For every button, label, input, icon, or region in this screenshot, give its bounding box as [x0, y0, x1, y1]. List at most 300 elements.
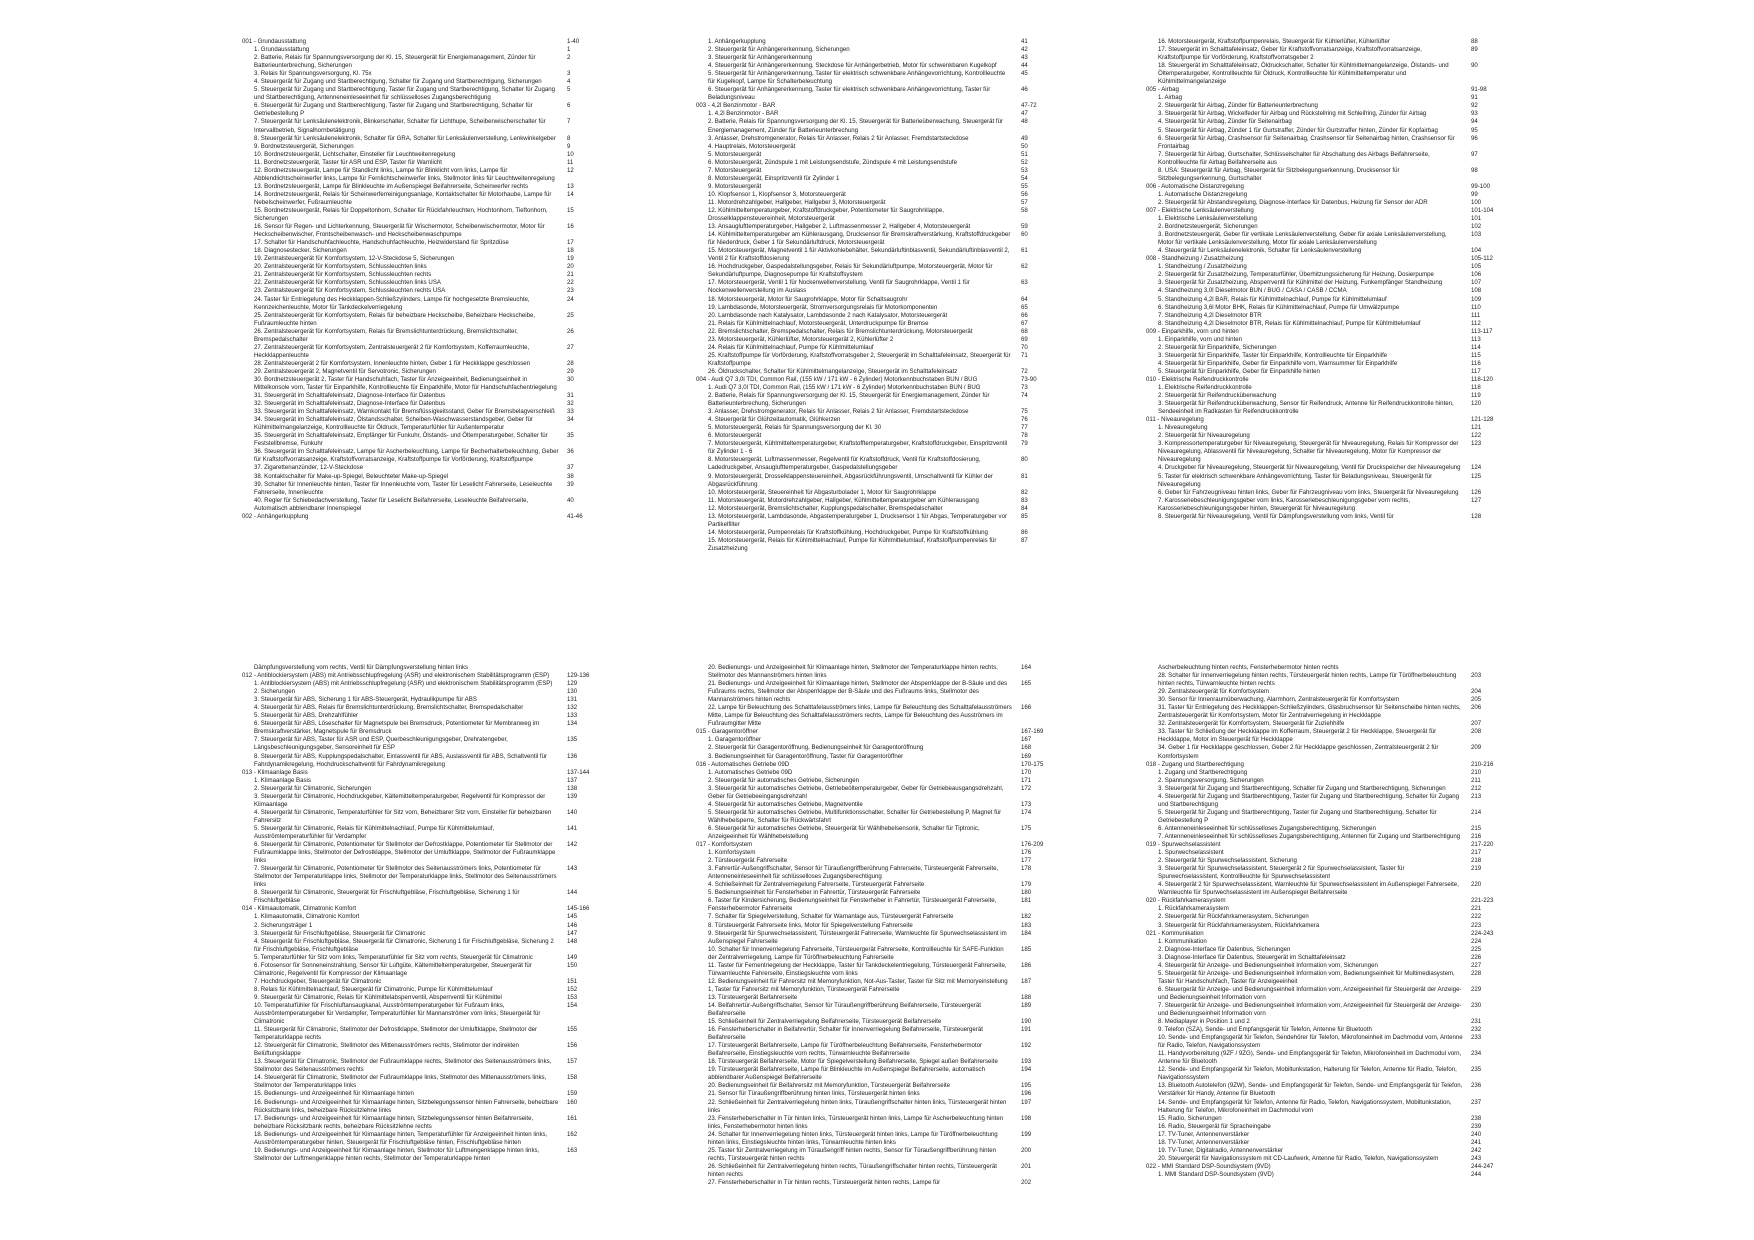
- toc-entry-page: 163: [567, 1146, 578, 1154]
- toc-entry-title: 007 - Elektrische Lenksäulenverstellung: [1146, 206, 1254, 214]
- toc-entry-title: 20. Zentralsteuergerät für Komfortsystem, Schlussleuchten links: [254, 263, 427, 271]
- toc-entry: [696, 962, 1061, 978]
- toc-section-heading: [1146, 761, 1511, 769]
- toc-entry-page: 69: [1021, 335, 1028, 343]
- toc-entry-page: 45: [1021, 70, 1028, 78]
- toc-entry-page: 33: [567, 408, 574, 416]
- toc-entry: [696, 897, 1061, 913]
- toc-entry-title: 16. Fensterheberschalter in Beifahrertür, Schalter für Innenverriegelung Beifahrerseite, Türsteuergerät Beifahrerseite: [708, 1026, 983, 1042]
- toc-entry-title: 1. Elektrische Reifendruckkontrolle: [1158, 384, 1252, 392]
- toc-entry-title: 1. Klimaanlage Basis: [254, 776, 311, 784]
- toc-entry: [696, 279, 1061, 295]
- toc-entry-title: 3. Anlasser, Drehstromgenerator, Relais für Anlasser, Relais 2 für Anlasser, Fremdstartsteckdose: [708, 408, 969, 416]
- toc-entry-title: 4. Steuergerät für Lenksäulenelektronik, Schalter für Lenksäulenverstellung: [1158, 247, 1362, 255]
- toc-entry-title: 1. Klimaautomatik, Climatronic Komfort: [254, 913, 360, 921]
- toc-entry: [1146, 336, 1511, 344]
- toc-entry: [242, 865, 607, 889]
- toc-entry: [1146, 785, 1511, 793]
- toc-entry-title: 5. Steuergerät für Zugang und Startberechtigung, Taster für Zugang und Startberechtigung, Schalter für Zugang und Startberechtigung, Antenneneinleseeinheit für schlüsselloses Zugangsberechtigung: [254, 86, 556, 102]
- toc-entry-title: 32. Zentralsteuergerät für Komfortsystem, Steuergerät für Zuziehhilfe: [1158, 720, 1345, 728]
- toc-entry-title: 3. Steuergerät für Einparkhilfe, Taster für Einparkhilfe, Kontrollleuchte für Einparkhilfe: [1158, 351, 1388, 359]
- toc-entry: [696, 432, 1061, 440]
- toc-section-heading: [1146, 930, 1511, 938]
- toc-entry: [242, 271, 607, 279]
- toc-entry-page: 98: [1471, 166, 1478, 174]
- toc-entry-page: 114: [1471, 343, 1481, 351]
- toc-entry-page: 139: [567, 792, 578, 800]
- toc-entry-page: 86: [1021, 528, 1028, 536]
- toc-entry-page: 66: [1021, 311, 1028, 319]
- toc-entry: [1146, 664, 1511, 672]
- toc-entry-page: 103: [1471, 231, 1482, 239]
- toc-entry-page: 130: [567, 688, 578, 696]
- toc-entry-page: 79: [1021, 440, 1028, 448]
- toc-entry: [242, 312, 607, 328]
- toc-entry: [1146, 464, 1511, 472]
- toc-entry: [696, 416, 1061, 424]
- toc-entry-page: 215: [1471, 824, 1482, 832]
- toc-entry: [1146, 865, 1511, 881]
- toc-entry-page: 156: [567, 1042, 578, 1050]
- toc-entry-page: 219: [1471, 865, 1482, 873]
- toc-entry: [242, 54, 607, 70]
- toc-entry: [696, 1090, 1061, 1098]
- toc-entry-title: 1. Automatische Distanzregelung: [1158, 190, 1248, 198]
- toc-entry-page: 21: [567, 271, 574, 279]
- toc-entry-title: 39. Schalter für Innenleuchte hinten, Taster für Innenleuchte vorn, Taster für Leselicht Fahrerseite, Leseleuchte Fahrerseite, Innenleuchte: [254, 480, 553, 496]
- toc-entry: [1146, 1026, 1511, 1034]
- toc-entry-page: 51: [1021, 150, 1028, 158]
- toc-entry-page: 154: [567, 1001, 578, 1009]
- toc-entry-title: 2. Steuergerät für Reifendrucküberwachung: [1158, 392, 1277, 400]
- toc-entry-title: 5. Steuergerät für automatisches Getriebe, Multifunktionsschalter, Schalter für Getriebestellung P, Magnet für Wählhebelsperre, Schalter für Rückwärtsfahrt: [708, 808, 1002, 824]
- toc-entry-title: 4. Steuergerät 2 für Spurwechselassistent, Warnleuchte für Spurwechselassistent im Außenspiegel Fahrerseite, Warnleuchte für Spurwechselassistent im Außenspiegel Beifahrerseite: [1158, 881, 1459, 897]
- toc-entry-title: 16. Hochdruckgeber, Gaspedalstellungsgeber, Relais für Sekundärluftpumpe, Motorsteuergerät, Motor für Sekundärluftpumpe, Diagnosepumpe für Kraftstoffsystem: [708, 263, 993, 279]
- toc-entry: [1146, 1123, 1511, 1131]
- toc-entry-page: 227: [1471, 961, 1482, 969]
- toc-entry: [1146, 424, 1511, 432]
- toc-entry: [242, 255, 607, 263]
- toc-entry-page: 80: [1021, 456, 1028, 464]
- toc-entry-title: 20. Bedienungs- und Anzeigeeinheit für Klimaanlage hinten, Stellmotor der Temperaturklappe hinten rechts, Stellmotor des Mannanströmers hinten links: [708, 664, 998, 680]
- toc-entry-title: 3. Steuergerät für Zugang und Startberechtigung, Schalter für Zugang und Startberechtigung, Sicherungen: [1158, 784, 1446, 792]
- toc-entry-title: 3. Steuergerät für Reifendrucküberwachung, Sensor für Reifendruck, Antenne für Reifendruckkontrolle hinten, Sendeeinheit im Radkasten für Reifendruckkontrolle: [1158, 400, 1454, 416]
- toc-entry-page: 132: [567, 704, 578, 712]
- toc-entry-page: 65: [1021, 303, 1028, 311]
- toc-entry: [242, 954, 607, 962]
- toc-entry-title: 25. Kraftstoffpumpe für Vorförderung, Kraftstoffvorratsgeber 2, Steuergerät im Schalttafeleinsatz, Steuergerät für Kraftstoffpumpe: [708, 351, 1011, 367]
- toc-entry-title: 13. Bordnetzsteuergerät, Lampe für Blinkleuchte im Außenspiegel Beifahrerseite, Scheinwerfer rechts: [254, 182, 529, 190]
- toc-entry-title: 1. Spurwechselassistent: [1158, 849, 1224, 857]
- toc-entry-page: 121-128: [1471, 416, 1494, 424]
- toc-entry-page: 186: [1021, 961, 1032, 969]
- toc-entry: [1146, 1131, 1511, 1139]
- toc-entry: [242, 777, 607, 785]
- toc-entry-page: 230: [1471, 1001, 1482, 1009]
- toc-entry-title: 5. Steuergerät für Einparkhilfe, Geber für Einparkhilfe hinten: [1158, 367, 1320, 375]
- toc-entry: [242, 46, 607, 54]
- toc-entry-page: 176-209: [1021, 841, 1044, 849]
- toc-entry-page: 243: [1471, 1154, 1482, 1162]
- toc-entry-title: 003 - 4,2l Benzinmotor - BAR: [696, 102, 776, 110]
- toc-entry: [1146, 473, 1511, 489]
- toc-entry-title: 12. Bordnetzsteuergerät, Lampe für Standlicht links, Lampe für Blinklicht vorn links, Lampe für Abblendlichtscheinwerfer links, Lampe für Fernlichtscheinwerfer links, Stellmotor links für Leuchtweitenregelung: [254, 166, 555, 182]
- toc-entry-page: 224: [1471, 937, 1482, 945]
- toc-section-heading: [1146, 897, 1511, 905]
- toc-entry-title: 7. Antenneneinleseeinheit für schlüsselloses Zugangsberechtigung, Antennen für Zugang und Startberechtigung: [1158, 832, 1461, 840]
- toc-entry-page: 37: [567, 464, 574, 472]
- toc-entry-title: 12. Sende- und Empfangsgerät für Telefon, Mobiltunkstation, Halterung für Telefon, Antenne für Radio, Telefon, Navigationssystem: [1158, 1066, 1457, 1082]
- toc-entry: [696, 736, 1061, 744]
- toc-entry: [696, 785, 1061, 801]
- toc-entry: [242, 930, 607, 938]
- toc-entry-title: 1. Kommunikation: [1158, 937, 1207, 945]
- toc-entry-page: 83: [1021, 496, 1028, 504]
- toc-entry: [242, 753, 607, 769]
- toc-entry-page: 157: [567, 1058, 578, 1066]
- toc-entry-title: 20. Steuergerät für Navigationssystem mit CD-Laufwerk, Antenne für Radio, Telefon, Navigationssystem: [1158, 1154, 1439, 1162]
- toc-entry-page: 104: [1471, 247, 1482, 255]
- toc-entry: [1146, 970, 1511, 986]
- toc-entry-page: 99-100: [1471, 182, 1490, 190]
- toc-entry-title: 013 - Klimaanlage Basis: [242, 768, 308, 776]
- toc-entry-title: 17. Motorsteuergerät, Ventil 1 für Nockenwellenverstellung, Ventil für Saugrohrklappe, Ventil 1 für Nockenwellenverstellung im Auslass: [708, 279, 970, 295]
- toc-entry: [242, 263, 607, 271]
- toc-entry-title: 002 - Anhängerkupplung: [242, 512, 309, 520]
- toc-entry-title: 18. TV-Tuner, Antennenverstärker: [1158, 1138, 1250, 1146]
- toc-entry-page: 145: [567, 913, 578, 921]
- toc-column: [242, 38, 607, 521]
- toc-entry-title: 3. Steuergerät für ABS, Sicherung 1 für ABS-Steuergerät, Hydraulikpumpe für ABS: [254, 696, 477, 704]
- toc-entry-page: 28: [567, 359, 574, 367]
- toc-entry-page: 228: [1471, 969, 1482, 977]
- toc-entry-page: 204: [1471, 688, 1482, 696]
- toc-entry-page: 48: [1021, 118, 1028, 126]
- toc-entry-title: 14. Bordnetzsteuergerät, Relais für Scheinwerferreinigungsanlage, Kontaktschalter für Motorhaube, Lampe für Nebelscheinwerfer, Fußraumleuchte: [254, 190, 552, 206]
- toc-entry: [696, 1179, 1061, 1187]
- toc-entry-page: 196: [1021, 1090, 1032, 1098]
- toc-entry: [242, 785, 607, 793]
- toc-entry-title: 4. Steuergerät für Airbag, Zünder für Seitenairbag: [1158, 118, 1292, 126]
- toc-entry-title: 11. Steuergerät für Climatronic, Stellmotor der Defrostklappe, Stellmotor der Umluftklappe, Stellmotor der Temperaturklappe rechts: [254, 1026, 538, 1042]
- toc-entry-page: 229: [1471, 985, 1482, 993]
- toc-entry-title: 1. Antiblockiersystem (ABS) mit Antriebsschlupfregelung (ASR) und elektronischem Stabilitätsprogramm (ESP): [254, 680, 553, 688]
- toc-entry-page: 58: [1021, 206, 1028, 214]
- toc-entry: [696, 809, 1061, 825]
- toc-entry: [1146, 279, 1511, 287]
- toc-entry: [696, 199, 1061, 207]
- toc-entry-title: 16. Sensor für Regen- und Lichterkennung, Steuergerät für Wischermotor, Scheibenwischermotor, Motor für Heckscheibenwischer, Frontscheibenwasch- und Heckscheibenwaschpumpe: [254, 223, 545, 239]
- toc-entry-page: 189: [1021, 1001, 1032, 1009]
- toc-entry-title: 31. Taster für Entriegelung des Heckklappen-Schließzylinders, Glasbruchsensor für Seitenscheibe hinten rechts, Zentralsteuergerät für Komfortsystem, Motor für Zentralverriegelung in Heckklappe: [1158, 704, 1461, 720]
- toc-entry-page: 24: [567, 295, 574, 303]
- toc-entry-title: 8. Motorsteuergerät, Luftmassenmesser, Regelventil für Kraftstoffdruck, Ventil für Kraftstoffdosierung, Ladedruckgeber, Ansauglufttemperaturgeber, Gaspedalstellungsgeber: [708, 456, 981, 472]
- toc-entry-page: 14: [567, 190, 574, 198]
- toc-entry-title: 5. Taster für elektrisch schwenkbare Anhängevorrichtung, Taster für Beladungsniveau, Steuergerät für Niveauregelung: [1158, 472, 1433, 488]
- toc-entry: [242, 143, 607, 151]
- toc-entry: [1146, 986, 1511, 1002]
- toc-entry-page: 59: [1021, 223, 1028, 231]
- toc-entry-page: 239: [1471, 1122, 1482, 1130]
- toc-entry-title: 1. Standheizung / Zusatzheizung: [1158, 263, 1247, 271]
- toc-entry: [696, 368, 1061, 376]
- toc-entry-page: 102: [1471, 223, 1482, 231]
- toc-entry: [696, 753, 1061, 761]
- toc-entry-page: 188: [1021, 993, 1032, 1001]
- toc-entry-title: 2. Türsteuergerät Fahrerseite: [708, 857, 788, 865]
- toc-entry-title: 21. Zentralsteuergerät für Komfortsystem, Schlussleuchten rechts: [254, 271, 432, 279]
- toc-entry-page: 101-104: [1471, 206, 1494, 214]
- toc-entry-page: 1: [567, 46, 571, 54]
- toc-entry-page: 176: [1021, 849, 1032, 857]
- toc-entry-page: 233: [1471, 1034, 1482, 1042]
- toc-entry: [242, 167, 607, 183]
- toc-entry: [242, 986, 607, 994]
- toc-entry-page: 161: [567, 1114, 578, 1122]
- toc-entry-page: 141: [567, 824, 578, 832]
- toc-entry: [696, 1058, 1061, 1066]
- toc-entry-title: 6. Steuergerät für Anzeige- und Bedienungseinheit Information vorn, Anzeigeeinheit für Steuergerät der Anzeige- und Bedienungseinheit Information vorn: [1158, 985, 1462, 1001]
- toc-entry-page: 61: [1021, 247, 1028, 255]
- toc-entry-title: 28. Zentralsteuergerät 2 für Komfortsystem, Innenleuchte hinten, Geber 1 für Heckklappe geschlossen: [254, 359, 531, 367]
- toc-entry-title: 3. Steuergerät für Spurwechselassistent, Steuergerät 2 für Spurwechselassistent, Taster für Spurwechselassistent, Kontrollleuchte für Spurwechselassistent: [1158, 865, 1405, 881]
- toc-entry-page: 8: [567, 134, 571, 142]
- toc-entry-title: 020 - Rückfahrkamerasystem: [1146, 897, 1226, 905]
- toc-entry-page: 73-90: [1021, 375, 1037, 383]
- toc-entry: [1146, 688, 1511, 696]
- toc-entry: [242, 1042, 607, 1058]
- toc-entry-page: 148: [567, 937, 578, 945]
- toc-entry: [1146, 1034, 1511, 1050]
- toc-entry-page: 30: [567, 375, 574, 383]
- toc-entry-title: 18. Steuergerät im Schalttafeleinsatz, Öldruckschalter, Schalter für Kühlmittelmangelanzeige, Ölstands- und Öltemperaturgeber, Kontrollleuchte für Öldruck, Kontrollleuchte für Kühlmitteltemperatur und Kühlmittelmangelanzeige: [1158, 62, 1449, 86]
- toc-entry: [696, 664, 1061, 680]
- toc-entry-page: 197: [1021, 1098, 1032, 1106]
- toc-entry: [242, 464, 607, 472]
- toc-entry-title: 23. Motorsteuergerät, Kühlerlüfter, Motorsteuergerät 2, Kühlerlüfter 2: [708, 335, 894, 343]
- toc-entry-title: 6. Fotosensor für Sonneneinstrahlung, Sensor für Luftgüte, Kältemitteltemperaturgeber, Steuergerät für Climatronic, Regelventil für Kompressor der Klimaanlage: [254, 961, 532, 977]
- toc-entry-page: 158: [567, 1074, 578, 1082]
- toc-entry-title: 10. Motorsteuergerät, Steuereinheit für Abgasturbolader 1, Motor für Saugrohrklappe: [708, 488, 937, 496]
- toc-entry: [242, 247, 607, 255]
- toc-entry-page: 3: [567, 70, 571, 78]
- toc-entry-page: 17: [567, 239, 574, 247]
- toc-entry-title: 5. Steuergerät für ABS, Drehzahlfühler: [254, 712, 358, 720]
- toc-entry-title: 15. Motorsteuergerät, Magnetventil 1 für Aktivkohlebehälter, Sekundärluftinblasventil, Sekundärluftinblasventil 2, Ventil 2 für Kraftstoffdosierung: [708, 247, 1010, 263]
- toc-entry-title: 21. Relais für Kühlmittelnachlauf, Motorsteuergerät, Unterdruckpumpe für Bremse: [708, 319, 929, 327]
- toc-entry-title: 19. Bedienungs- und Anzeigeeinheit für Klimaanlage hinten, Stellmotor für Luftmengenklappe hinten links, Stellmotor der Luftmengenklappe hinten rechts, Stellmotor der Temperaturklappe hinten: [254, 1146, 540, 1162]
- toc-entry-page: 166: [1021, 704, 1032, 712]
- toc-entry-page: 5: [567, 86, 571, 94]
- toc-entry-page: 11: [567, 158, 574, 166]
- toc-entry-title: 2. Steuergerät für Climatronic, Sicherungen: [254, 784, 372, 792]
- toc-entry-title: 3. Steuergerät für Airbag, Wickelfeder für Airbag und Rückstellring mit Schleifring, Zünder für Airbag: [1158, 110, 1427, 118]
- toc-entry-title: 2. Steuergerät für Anhängererkennung, Sicherungen: [708, 46, 850, 54]
- toc-entry-page: 168: [1021, 744, 1032, 752]
- toc-entry: [242, 1026, 607, 1042]
- toc-entry: [242, 994, 607, 1002]
- toc-entry-title: 10. Sende- und Empfangsgerät für Telefon, Sendehörer für Telefon, Mikrofoneinheit im Dachmodul vorn, Antenne für Radio, Telefon, Navigationssystem: [1158, 1034, 1463, 1050]
- toc-entry-title: 2. Steuergerät für automatisches Getriebe, Sicherungen: [708, 776, 860, 784]
- toc-entry-page: 18: [567, 247, 574, 255]
- toc-entry: [696, 408, 1061, 416]
- toc-entry-page: 191: [1021, 1026, 1032, 1034]
- toc-entry-title: 24. Taster für Entriegelung des Heckklappen-Schließzylinders, Lampe für hochgesetzte Bremsleuchte, Kennzeichenleuchte, Motor für Tankdeckelverriegelung: [254, 295, 530, 311]
- toc-entry-page: 112: [1471, 319, 1481, 327]
- toc-entry-page: 145-166: [567, 905, 590, 913]
- toc-entry-page: 96: [1471, 134, 1478, 142]
- toc-entry-page: 116: [1471, 359, 1481, 367]
- toc-entry-title: 4. Druckgeber für Niveauregelung, Steuergerät für Niveauregelung, Ventil für Druckspeicher der Niveauregelung: [1158, 464, 1461, 472]
- toc-entry-title: Dämpfungsverstellung vorn rechts, Ventil für Dämpfungsverstellung hinten links: [254, 664, 469, 671]
- toc-entry-page: 100: [1471, 198, 1482, 206]
- toc-entry-page: 225: [1471, 945, 1482, 953]
- toc-entry-title: 17. Steuergerät im Schalttafeleinsatz, Geber für Kraftstoffvorratsanzeige, Kraftstoffvorratsanzeige, Kraftstoffpumpe für Vorförderung, Kraftstoffvorratsgeber 2: [1158, 46, 1422, 62]
- toc-entry-title: 30. Bordnetzsteuergerät 2, Taster für Handschuhfach, Taster für Anzeigeeinheit, Bedienungseinheit in Mittelkonsole vorn, Taster für Einparkhilfe, Kontrollleuchte für Einparkhilfe, Motor für Handschuhfachentriegelung: [254, 375, 557, 392]
- toc-entry-title: 3. Bedienungseinheit für Garagentoröffnung, Taster für Garagentoröffner: [708, 752, 904, 760]
- toc-entry-page: 210: [1471, 768, 1482, 776]
- toc-entry-page: 64: [1021, 295, 1028, 303]
- toc-entry-page: 146: [567, 921, 578, 929]
- toc-entry-title: 23. Fensterheberschalter in Tür hinten links, Türsteuergerät hinten links, Lampe für Ascherbeleuchtung hinten links, Fensterhebermotor hinten links: [708, 1114, 1004, 1130]
- toc-entry: [696, 352, 1061, 368]
- toc-entry-page: 179: [1021, 881, 1032, 889]
- toc-entry-title: 6. Taster für Kindersicherung, Bedienungseinheit für Fensterheber in Fahrertür, Türsteuergerät Fahrerseite, Fensterhebermotor Fahrerseite: [708, 897, 997, 913]
- toc-entry-page: 81: [1021, 472, 1028, 480]
- toc-entry: [242, 118, 607, 134]
- toc-entry: [696, 978, 1061, 994]
- toc-column: [1146, 664, 1511, 1179]
- toc-entry-page: 234: [1471, 1050, 1482, 1058]
- toc-entry-page: 217: [1471, 849, 1482, 857]
- toc-entry: [696, 183, 1061, 191]
- toc-section-heading: [242, 905, 607, 913]
- toc-entry: [242, 86, 607, 102]
- toc-entry: [242, 400, 607, 408]
- toc-entry-page: 129: [567, 680, 578, 688]
- toc-entry-title: 11. Motordrehzahlgeber, Hallgeber, Hallgeber 3, Motorsteuergerät: [708, 198, 886, 206]
- toc-entry-title: 2. Steuergerät für Airbag, Zünder für Batterieunterbrechung: [1158, 102, 1318, 110]
- toc-entry: [696, 1147, 1061, 1163]
- toc-entry-title: 8. Mediaplayer in Position 1 und 2: [1158, 1018, 1250, 1026]
- toc-entry-page: 216: [1471, 832, 1482, 840]
- toc-entry-page: 224-243: [1471, 929, 1494, 937]
- toc-entry-title: 2. Steuergerät für Niveauregelung: [1158, 432, 1250, 440]
- toc-entry-title: 19. Türsteuergerät Beifahrerseite, Lampe für Blinkleuchte im Außenspiegel Beifahrerseite, automatisch abblendbarer Außenspiegel Beifahrerseite: [708, 1066, 985, 1082]
- toc-top-page: [0, 38, 1754, 598]
- toc-entry: [242, 223, 607, 239]
- toc-section-heading: [1146, 328, 1511, 336]
- toc-entry: [696, 1131, 1061, 1147]
- toc-entry: [696, 913, 1061, 921]
- toc-entry-page: 135: [567, 736, 578, 744]
- toc-entry-page: 231: [1471, 1018, 1482, 1026]
- toc-entry: [1146, 215, 1511, 223]
- toc-entry-title: 4. Steuergerät für Anzeige- und Bedienungseinheit Information vorn, Sicherungen: [1158, 961, 1378, 969]
- toc-entry-title: 3. Steuergerät für Frischluftgebläse, Steuergerät für Climatronic: [254, 929, 426, 937]
- toc-entry: [1146, 400, 1511, 416]
- toc-entry: [1146, 368, 1511, 376]
- toc-entry-title: 7. Motorsteuergerät: [708, 166, 762, 174]
- toc-entry-page: 62: [1021, 263, 1028, 271]
- toc-entry-title: 26. Öldruckschalter, Schalter für Kühlmittelmangelanzeige, Steuergerät im Schalttafeleinsatz: [708, 367, 958, 375]
- toc-entry: [1146, 922, 1511, 930]
- toc-entry-title: 18. Diagnosestecker, Sicherungen: [254, 247, 347, 255]
- toc-entry-title: 4. Standheizung 3,0l Dieselmotor BUN / BUG / CASA / CASB / CCMA: [1158, 287, 1347, 295]
- toc-entry-page: 187: [1021, 977, 1032, 985]
- toc-entry: [696, 825, 1061, 841]
- toc-entry: [242, 922, 607, 930]
- toc-entry: [696, 801, 1061, 809]
- toc-entry-title: 014 - Klimaautomatik, Climatronic Komfort: [242, 905, 357, 913]
- toc-entry-title: 20. Lambdasonde nach Katalysator, Lambdasonde 2 nach Katalysator, Motorsteuergerät: [708, 311, 948, 319]
- toc-entry-title: 4. Hauptrelais, Motorsteuergerät: [708, 142, 796, 150]
- toc-entry-page: 39: [567, 480, 574, 488]
- toc-entry-title: 23. Zentralsteuergerät für Komfortsystem, Schlussleuchten rechts USA: [254, 287, 446, 295]
- toc-entry: [242, 344, 607, 360]
- toc-entry-title: 3. Steuergerät für Climatronic, Hochdruckgeber, Kältemitteltemperaturgeber, Regelventil für Kompressor der Klimaanlage: [254, 792, 546, 808]
- toc-entry: [1146, 167, 1511, 183]
- toc-entry-page: 151: [567, 977, 578, 985]
- toc-entry: [1146, 191, 1511, 199]
- toc-entry-page: 34: [567, 416, 574, 424]
- toc-entry-page: 238: [1471, 1114, 1482, 1122]
- toc-entry-title: 021 - Kommunikation: [1146, 929, 1204, 937]
- toc-entry-title: 15. Bordnetzsteuergerät, Relais für Doppeltonhorn, Schalter für Rückfahrleuchten, Hochtonhorn, Tieftonhorn, Sicherungen: [254, 206, 548, 223]
- toc-entry: [242, 889, 607, 905]
- toc-entry: [242, 913, 607, 921]
- toc-entry-title: 5. Motorsteuergerät: [708, 150, 762, 158]
- toc-entry-title: 30. Sensor für Innenraumüberwachung, Alarmhorn, Zentralsteuergerät für Komfortsystem: [1158, 696, 1400, 704]
- toc-entry-title: 011 - Niveauregelung: [1146, 416, 1204, 424]
- toc-entry: [696, 263, 1061, 279]
- toc-entry: [1146, 793, 1511, 809]
- toc-entry-page: 55: [1021, 182, 1028, 190]
- toc-entry-title: 5. Bedienungseinheit für Fensterheber in Fahrertür, Türsteuergerät Fahrerseite: [708, 889, 921, 897]
- toc-entry: [1146, 223, 1511, 231]
- toc-entry-page: 206: [1471, 704, 1482, 712]
- toc-entry: [696, 857, 1061, 865]
- toc-entry-title: 4. Steuergerät für ABS, Relais für Bremslichtunterdrückung, Bremslichtschalter, Bremspedalschalter: [254, 704, 524, 712]
- toc-entry-title: 9. Bordnetzsteuergerät, Sicherungen: [254, 142, 354, 150]
- toc-entry: [1146, 857, 1511, 865]
- toc-entry-title: 20. Bedienungseinheit für Beifahrersitz mit Memoryfunktion, Türsteuergerät Beifahrerseite: [708, 1082, 951, 1090]
- toc-entry: [696, 849, 1061, 857]
- toc-entry-title: 6. Motorsteuergerät, Zündspule 1 mit Leistungsendstufe, Zündspule 4 mit Leistungsendstufe: [708, 158, 957, 166]
- toc-entry-title: 3. Kompressortemperaturgeber für Niveauregelung, Steuergerät für Niveauregelung, Relais für Kompressor der Niveauregelung, Ablassventil für Niveauregelung, Schalter für Niveauregelung, Motor für Kompressor der Niveauregelung: [1158, 440, 1459, 464]
- toc-entry-title: 13. Bluetooth Autotelefon (9ZW), Sende- und Empfangsgerät für Telefon, Sende- und Empfangsgerät für Telefon, Verstärker für Handy, Antenne für Bluetooth: [1158, 1082, 1463, 1098]
- toc-entry-title: 15. Motorsteuergerät, Relais für Kühlmittelnachlauf, Pumpe für Kühlmittelumlauf, Kraftstoffpumpenrelais für Zusatzheizung: [708, 536, 997, 552]
- toc-entry-page: 178: [1021, 865, 1032, 873]
- toc-entry-page: 41-46: [567, 512, 583, 520]
- toc-entry-title: 4. Steuergerät für automatisches Getriebe, Magnetventile: [708, 800, 863, 808]
- toc-entry-page: 13: [567, 182, 574, 190]
- toc-entry-page: 159: [567, 1090, 578, 1098]
- toc-entry: [1146, 833, 1511, 841]
- toc-entry: [696, 54, 1061, 62]
- toc-entry: [242, 448, 607, 464]
- toc-entry-title: 1. Grundausstattung: [254, 46, 310, 54]
- toc-entry-page: 212: [1471, 784, 1482, 792]
- toc-entry-page: 147: [567, 929, 578, 937]
- toc-entry-page: 25: [567, 311, 574, 319]
- toc-entry-page: 133: [567, 712, 578, 720]
- toc-entry-page: 160: [567, 1098, 578, 1106]
- toc-entry-page: 128: [1471, 512, 1482, 520]
- toc-entry: [696, 135, 1061, 143]
- toc-entry-title: 10. Schalter für Innenverriegelung Fahrerseite, Türsteuergerät Fahrerseite, Kontrollleuchte für SAFE-Funktion der Zentralverriegelung, Lampe für Türöffnerbeleuchtung Fahrerseite: [708, 945, 1004, 961]
- toc-entry: [696, 247, 1061, 263]
